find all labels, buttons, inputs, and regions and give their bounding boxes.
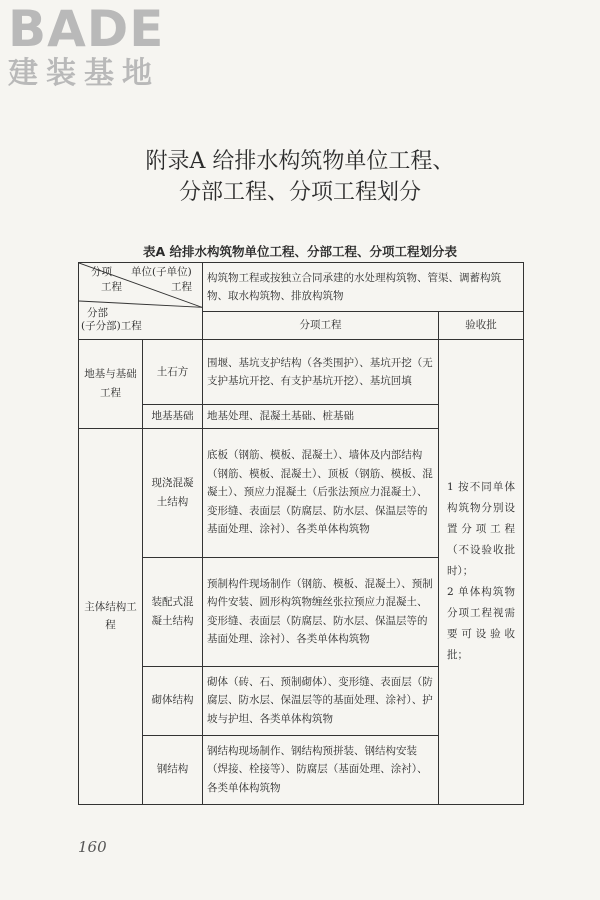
table-row	[79, 340, 524, 405]
header-zifenbu: (子分部)工程	[81, 320, 142, 332]
batch-note-line-1: 1 按不同单体构筑物分别设置分项工程（不设验收批时）；	[447, 481, 515, 578]
sub-division-cell: 土石方	[143, 340, 203, 405]
item-list-cell: 预制构件现场制作（钢筋、模板、混凝土）、预制构件安装、圆形构筑物缠丝张拉预应力混凝土、变形缝、表面层（防腐层、防水层、保温层等的基面处理、涂衬）、各类单体构筑物	[203, 557, 439, 666]
header-fenbu: 分部	[87, 307, 108, 319]
batch-note-cell	[439, 340, 524, 805]
sub-division-cell: 现浇混凝土结构	[143, 428, 203, 557]
group-foundation: 地基与基础工程	[79, 340, 143, 429]
page-number: 160	[78, 838, 107, 856]
division-table	[78, 262, 524, 805]
item-list-cell: 围堰、基坑支护结构（各类围护）、基坑开挖（无支护基坑开挖、有支护基坑开挖）、基坑回填	[203, 340, 439, 405]
logo-chinese-text: 建装基地	[8, 56, 160, 91]
col-header-item: 分项工程	[203, 312, 439, 340]
appendix-title	[0, 146, 600, 208]
table-caption: 表A 给排水构筑物单位工程、分部工程、分项工程划分表	[142, 244, 458, 259]
item-list-cell: 地基处理、混凝土基础、桩基础	[203, 405, 439, 429]
diagonal-header-cell	[79, 263, 203, 340]
col-header-batch: 验收批	[439, 312, 524, 340]
sub-division-cell: 砌体结构	[143, 666, 203, 735]
item-list-cell: 钢结构现场制作、钢结构预拼装、钢结构安装（焊接、栓接等）、防腐层（基面处理、涂衬）、各类单体构筑物	[203, 735, 439, 804]
item-list-cell: 底板（钢筋、模板、混凝土）、墙体及内部结构（钢筋、模板、混凝土）、顶板（钢筋、模板、混凝土）、预应力混凝土（后张法预应力混凝土）、变形缝、表面层（防腐层、防水层、保温层等的基面处理、涂衬）、各类单体构筑物	[203, 428, 439, 557]
group-structure: 主体结构工程	[79, 428, 143, 804]
header-gongcheng-2: 工程	[171, 281, 192, 293]
sub-division-cell: 地基基础	[143, 405, 203, 429]
batch-note-line-2: 2 单体构筑物分项工程视需要可设验收批；	[447, 586, 515, 662]
header-gongcheng-1: 工程	[101, 281, 122, 293]
appendix-title-line2: 分部工程、分项工程划分	[178, 180, 421, 205]
sub-division-cell: 装配式混凝土结构	[143, 557, 203, 666]
logo-latin-text: BADE	[8, 0, 165, 58]
sub-division-cell: 钢结构	[143, 735, 203, 804]
bade-logo	[8, 0, 165, 92]
unit-project-description: 构筑物工程或按独立合同承建的水处理构筑物、管渠、调蓄构筑物、取水构筑物、排放构筑物	[203, 263, 524, 312]
table-header-row-1	[79, 263, 524, 312]
header-fenxiang: 分项	[91, 266, 112, 278]
header-danwei: 单位(子单位)	[131, 266, 192, 278]
item-list-cell: 砌体（砖、石、预制砌体）、变形缝、表面层（防腐层、防水层、保温层等的基面处理、涂衬）、护坡与护坦、各类单体构筑物	[203, 666, 439, 735]
appendix-title-line1: 附录A 给排水构筑物单位工程、	[145, 149, 455, 174]
